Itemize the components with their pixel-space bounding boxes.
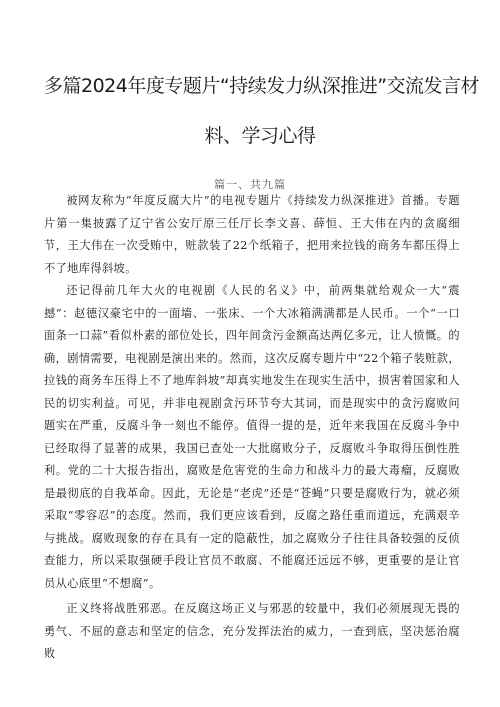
document-title-line-2 <box>0 124 500 148</box>
paragraph-2: 还记得前几年大火的电视剧《人民的名义》中，前两集就给观众一大“震撼”：赵德汉豪宅中的一面墙、一张床、一个大冰箱满满都是人民币。一个“一口面条一口蒜”看似朴素的部位处长，四年间贪污金额高达两亿多元，让人愤慨。的确，剧情需要，电视剧是演出来的。然而，这次反腐专题片中“22个箱子装赃款，拉钱的商务车压得上不了地库斜坡”却真实地发生在现实生活中，损害着国家和人民的切实利益。可见，并非电视剧贪污环节夸大其词，而是现实中的贪污腐败问题实在严重，反腐斗争一刻也不能停。值得一提的是，近年来我国在反腐斗争中已经取得了显著的成果，我国已查处一大批腐败分子，反腐败斗争取得压倒性胜利。党的二十大报告指出，腐败是危害党的生命力和战斗力的最大毒瘤，反腐败是最彻底的自我革命。因此，无论是“老虎”还是“苍蝇”只要是腐败行为，就必须采取“零容忍”的态度。然而，我们更应该看到，反腐之路任重而道远，充满艰辛与挑战。腐败现象的存在具有一定的隐蔽性，加之腐败分子往往具备较强的反侦查能力，所以采取强硬手段让官员不敢腐、不能腐还远远不够，更重要的是让官员从心底里“不想腐”。 <box>44 284 460 590</box>
document-title-line-1: 多篇2024年度专题片“持续发力纵深推进”交流发言材 <box>44 75 480 97</box>
paragraph-1: 被网友称为“年度反腐大片”的电视专题片《持续发力纵深推进》首播。专题片第一集披露了辽宁省公安厅原三任厅长李文喜、薛恒、王大伟在内的贪腐细节，王大伟在一次受贿中，赃款装了22个纸箱子，把用来拉钱的商务车都压得上不了地库得斜坡。 <box>44 194 460 275</box>
document-title-line-2-text: 料、学习心得 <box>204 125 316 147</box>
paragraph-3: 正义终将战胜邪恶。在反腐这场正义与邪恶的较量中，我们必须展现无畏的勇气、不屈的意志和坚定的信念，充分发挥法治的威力，一查到底，坚决惩治腐败 <box>44 602 460 660</box>
section-label: 篇一、共九篇 <box>214 178 286 191</box>
